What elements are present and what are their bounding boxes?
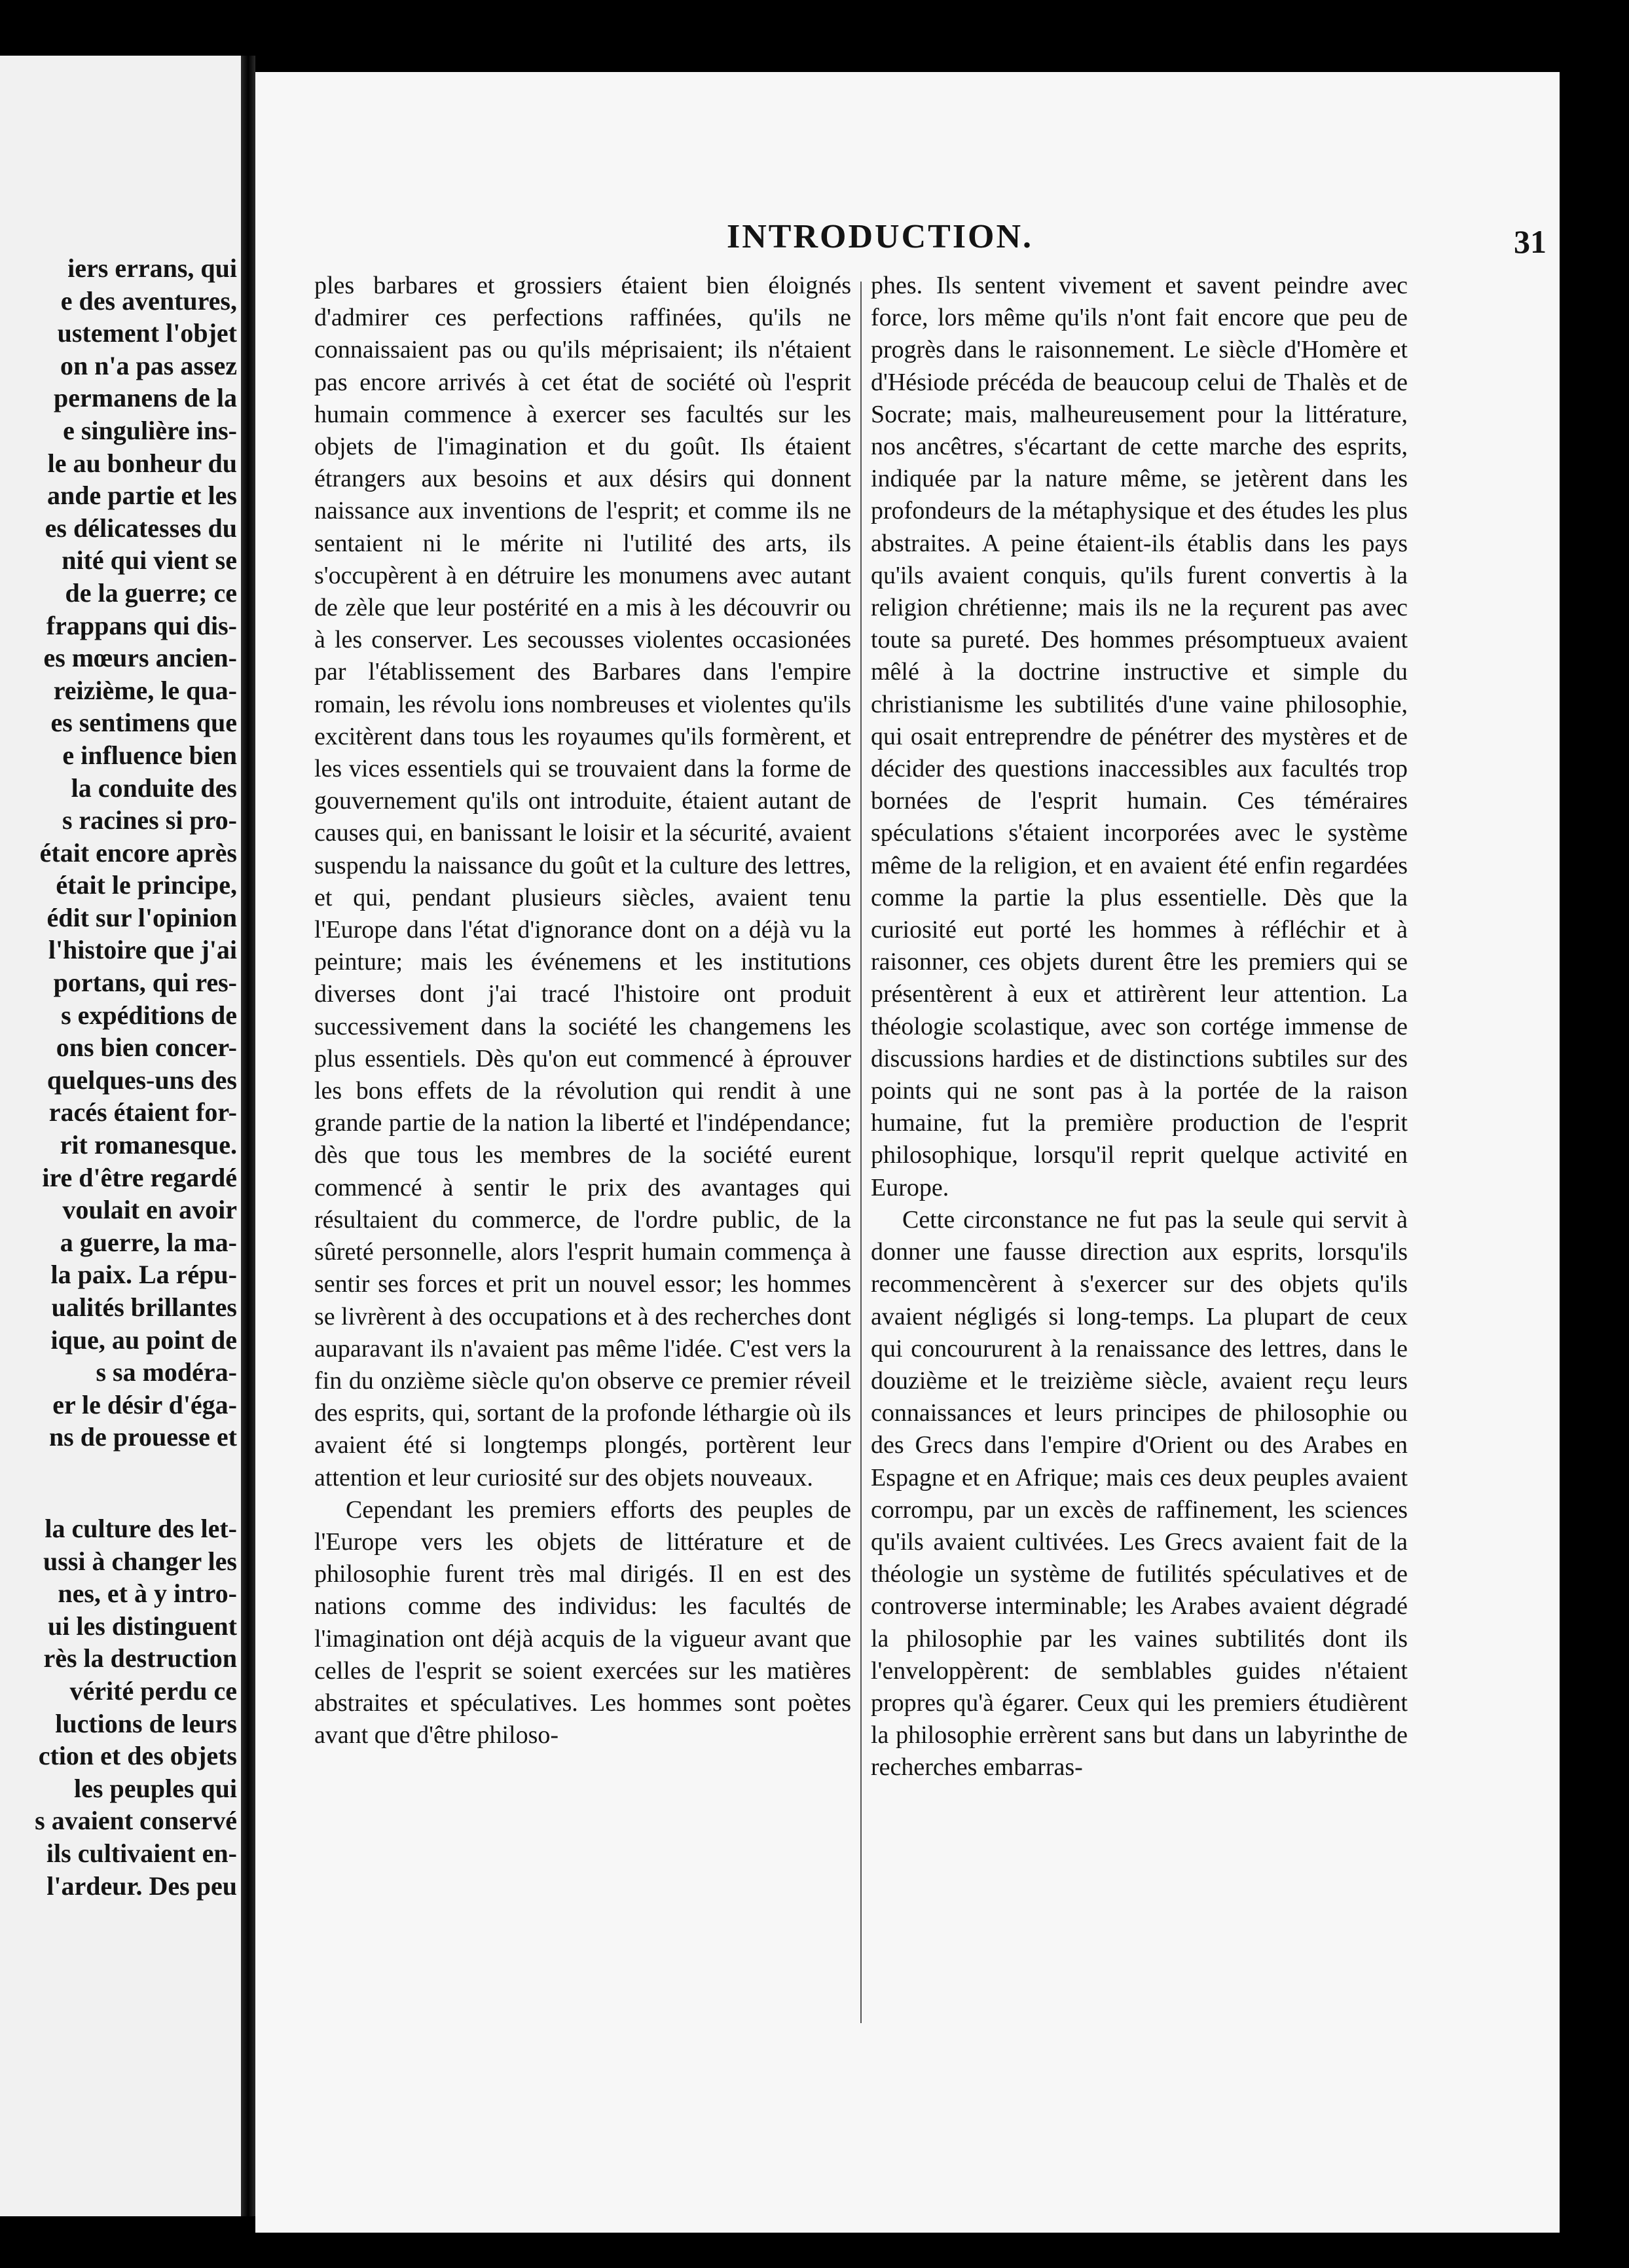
fragment-line: de la guerre; ce: [65, 577, 237, 608]
fragment-line: rit romanesque.: [60, 1130, 237, 1160]
paragraph: Cependant les premiers efforts des peuples de l'Europe vers les objets de littérature et de philosophie furent très mal dirigés. Il en est des nations comme des individus: les facultés de l'imagination ont déjà acquis de la vigueur avant que celles de l'esprit se soient exercées sur les matières abstraites et spéculatives. Les hommes sont poètes avant que d'être philoso-: [314, 1495, 851, 1749]
paragraph: ples barbares et grossiers étaient bien éloignés d'admirer ces perfections raffinées, qu'ils ne connaissaient pas ou qu'ils méprisaient; ils n'étaient pas encore arrivés à cet état de société où l'esprit humain commence à exercer ses facultés sur les objets de l'imagination et du goût. Ils étaient étrangers aux besoins et aux désirs qui donnent naissance aux inventions de l'esprit; et comme ils ne sentaient ni le mérite ni l'utilité des arts, ils s'occupèrent à en détruire les monumens avec autant de zèle que leur postérité en a mis à les découvrir ou à les conserver. Les secousses violentes occasionées par l'établissement des Barbares dans l'empire romain, les révolu ions nombreuses et violentes qu'ils excitèrent dans tous les royaumes qu'ils formèrent, et les vices essentiels qui se trouvaient dans la forme de gouvernement qu'ils ont introduite, étaient autant de causes qui, en banissant le loisir et la sécurité, avaient suspendu la naissance du goût et la culture des lettres, et qui, pendant plusieurs siècles, avaient tenu l'Europe dans l'état d'ignorance dont on a déjà vu la peinture; mais les événemens et les institutions diverses dont j'ai tracé l'histoire ont produit successivement dans la société les changemens les plus essentiels. Dès qu'on eut commencé à éprouver les bons effets de la révolution qui rendit à une grande partie de la nation la liberté et l'indépendance; dès que tous les membres de la société eurent commencé à sentir le prix des avantages qui résultaient du commerce, de l'ordre public, de la sûreté personnelle, alors l'esprit humain commença à sentir ses forces et prit un nouvel essor; les hommes se livrèrent à des occupations et à des recherches dont auparavant ils n'avaient pas même l'idée. C'est vers la fin du onzième siècle qu'on observe ce premier réveil des esprits, qui, sortant de la profonde léthargie où ils avaient été si longtemps plongés, portèrent leur attention et leur curiosité sur des objets nouveaux.: [314, 272, 851, 1491]
column-divider: [860, 282, 862, 2023]
fragment-line: e singulière ins-: [63, 415, 237, 445]
page-header: [255, 217, 1560, 260]
fragment-line: on n'a pas assez: [60, 350, 237, 380]
fragment-line: ils cultivaient en-: [46, 1838, 237, 1868]
fragment-line: reizième, le qua-: [53, 675, 237, 705]
fragment-line: s sa modéra-: [96, 1357, 237, 1387]
fragment-line: ui les distinguent: [48, 1611, 237, 1641]
fragment-line: quelques-uns des: [46, 1065, 237, 1095]
fragment-line: permanens de la: [54, 383, 237, 413]
fragment-line: a guerre, la ma-: [60, 1227, 237, 1257]
book-gutter: [241, 56, 255, 2216]
fragment-line: ualités brillantes: [51, 1292, 237, 1322]
previous-page-text: [0, 252, 237, 1902]
fragment-line: s racines si pro-: [62, 805, 237, 835]
paragraph: phes. Ils sentent vivement et savent peindre avec force, lors même qu'ils n'ont fait encore que peu de progrès dans le raisonnement. Le siècle d'Homère et d'Hésiode précéda de beaucoup celui de Thalès et de Socrate; mais, malheureusement pour la littérature, nos ancêtres, s'écartant de cette marche des esprits, indiquée par la nature même, se jetèrent dans les profondeurs de la métaphysique et des études les plus abstraites. A peine étaient-ils établis dans les pays qu'ils avaient conquis, qu'ils furent convertis à la religion chrétienne; mais ils ne la reçurent pas avec toute sa pureté. Des hommes présomptueux avaient mêlé à la doctrine instructive et simple du christianisme les subtilités d'une vaine philosophie, qui osait entreprendre de pénétrer des mystères et de décider des questions inaccessibles aux facultés trop bornées de l'esprit humain. Ces téméraires spéculations s'étaient incorporées avec le système même de la religion, et en avaient été enfin regardées comme la partie la plus essentielle. Dès que la curiosité eut porté les hommes à réfléchir et à raisonner, ces objets durent être les premiers qui se présentèrent à eux et attirèrent leur attention. La théologie scolastique, avec son cortége immense de discussions hardies et de distinctions subtiles sur des points qui ne sont pas à la portée de la raison humaine, fut la première production de l'esprit philosophique, lorsqu'il reprit quelque activité en Europe.: [871, 272, 1408, 1201]
fragment-line: était le principe,: [56, 870, 237, 900]
text-column-right: [871, 270, 1408, 1784]
fragment-line: frappans qui dis-: [46, 610, 237, 640]
fragment-line: er le désir d'éga-: [52, 1389, 237, 1419]
fragment-line: ction et des objets: [38, 1741, 237, 1771]
fragment-line: s avaient conservé: [35, 1806, 237, 1836]
paragraph-gap: [0, 1454, 237, 1512]
fragment-line: ns de prouesse et: [48, 1422, 237, 1452]
running-title: INTRODUCTION.: [727, 218, 1034, 255]
fragment-line: la culture des let-: [45, 1513, 237, 1543]
fragment-line: portans, qui res-: [53, 968, 237, 998]
fragment-line: voulait en avoir: [62, 1195, 237, 1225]
fragment-line: ons bien concer-: [56, 1033, 237, 1063]
fragment-line: ique, au point de: [50, 1325, 237, 1355]
fragment-line: ussi à changer les: [43, 1546, 237, 1576]
fragment-line: es délicatesses du: [45, 513, 237, 543]
fragment-line: rès la destruction: [43, 1643, 237, 1674]
fragment-line: le au bonheur du: [47, 448, 237, 478]
fragment-line: édit sur l'opinion: [46, 902, 237, 932]
fragment-line: vérité perdu ce: [69, 1675, 237, 1706]
fragment-line: es sentimens que: [50, 708, 237, 738]
fragment-line: iers errans, qui: [67, 253, 237, 283]
fragment-line: nité qui vient se: [62, 545, 237, 576]
fragment-line: s expéditions de: [61, 1000, 237, 1030]
fragment-line: e influence bien: [62, 740, 237, 770]
fragment-line: ire d'être regardé: [42, 1162, 237, 1192]
fragment-line: es mœurs ancien-: [43, 643, 237, 673]
fragment-line: ande partie et les: [47, 481, 237, 511]
fragment-line: était encore après: [39, 837, 237, 868]
fragment-line: nes, et à y intro-: [58, 1579, 237, 1609]
fragment-line: racés étaient for-: [48, 1097, 237, 1127]
fragment-line: l'histoire que j'ai: [48, 935, 237, 965]
fragment-line: ustement l'objet: [57, 318, 237, 348]
previous-page-fragment: [0, 56, 241, 2216]
fragment-line: l'ardeur. Des peu: [46, 1871, 237, 1901]
page-number: 31: [1514, 223, 1547, 260]
fragment-line: la conduite des: [71, 773, 237, 803]
text-column-left: [314, 270, 851, 1751]
book-page: [255, 72, 1560, 2233]
fragment-line: la paix. La répu-: [50, 1260, 237, 1290]
fragment-line: les peuples qui: [74, 1773, 237, 1803]
fragment-line: e des aventures,: [60, 285, 237, 316]
fragment-line: luctions de leurs: [55, 1708, 237, 1738]
paragraph: Cette circonstance ne fut pas la seule qui servit à donner une fausse direction aux esprits, lorsqu'ils recommencèrent à s'exercer sur des objets qu'ils avaient négligés si long-temps. La plupart de ceux qui concoururent à la renaissance des lettres, dans le douzième et le treizième siècle, avaient reçu leurs connaissances et leurs principes de philosophie ou des Grecs dans l'empire d'Orient ou des Arabes en Espagne et en Afrique; mais ces deux peuples avaient corrompu, par un excès de raffinement, les sciences qu'ils avaient cultivées. Les Grecs avaient fait de la théologie un système de futilités spéculatives et de controverse interminable; les Arabes avaient dégradé la philosophie par les vaines subtilités dont ils l'enveloppèrent: de semblables guides n'étaient propres qu'à égarer. Ceux qui les premiers étudièrent la philosophie errèrent sans but dans un labyrinthe de recherches embarras-: [871, 1205, 1408, 1782]
